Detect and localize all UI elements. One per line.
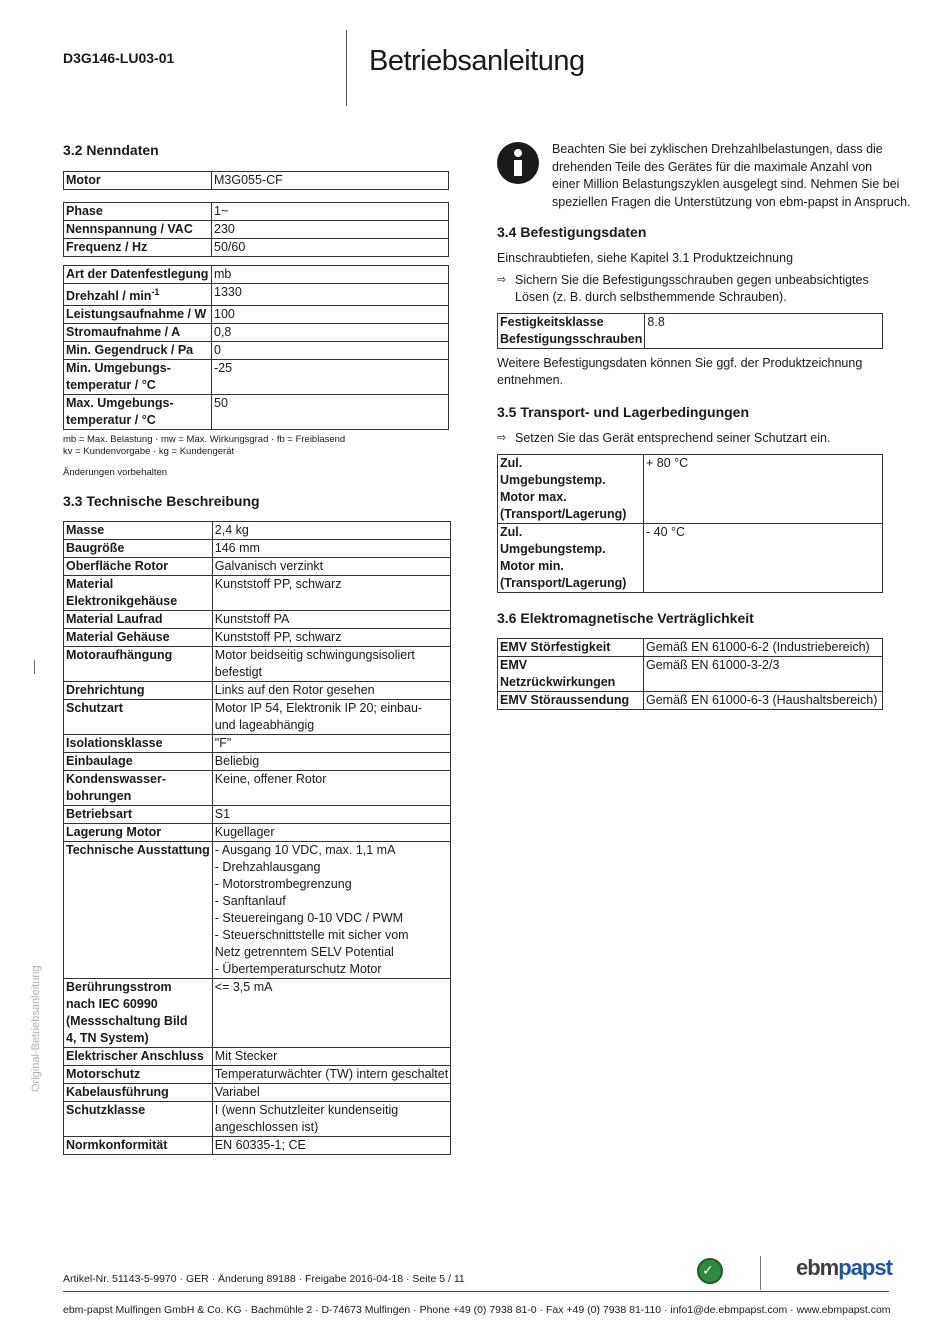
table-key-line: Umgebungstemp. xyxy=(500,473,606,487)
note-line: entnehmen. xyxy=(497,373,564,387)
table-value-line: <= 3,5 mA xyxy=(214,980,273,994)
table-value-line: 146 mm xyxy=(214,541,260,555)
arrow-bullet-icon: ⇨ xyxy=(497,432,507,444)
table-value: 50 xyxy=(212,395,449,430)
table-row xyxy=(64,576,451,611)
table-value-line: I (wenn Schutzleiter kundenseitig xyxy=(214,1103,399,1117)
table-value: M3G055-CF xyxy=(212,172,449,190)
info-line: einer Million Belastungszyklen ausgelegt sind. Nehmen Sie bei xyxy=(552,177,900,191)
table-row xyxy=(498,692,883,710)
table-key xyxy=(64,629,213,647)
befestigung-intro: Einschraubtiefen, siehe Kapitel 3.1 Produktzeichnung xyxy=(497,251,794,265)
table-value xyxy=(644,657,883,692)
table-value-line: Gemäß EN 61000-6-2 (Industriebereich) xyxy=(646,640,870,654)
legend-line: kv = Kundenvorgabe · kg = Kundengerät xyxy=(63,446,235,457)
table-key-line: EMV Störfestigkeit xyxy=(500,640,611,654)
table-value-line: angeschlossen ist) xyxy=(214,1120,319,1134)
info-line: Beachten Sie bei zyklischen Drehzahlbelastungen, dass die xyxy=(552,142,883,156)
table-value xyxy=(212,806,450,824)
ebmpapst-logo xyxy=(796,1255,892,1281)
table-key: Nennspannung / VAC xyxy=(64,221,212,239)
table-row xyxy=(64,239,449,257)
note-line: Weitere Befestigungsdaten können Sie ggf. der Produktzeichnung xyxy=(497,356,863,370)
section-heading-befestigung: 3.4 Befestigungsdaten xyxy=(497,224,647,240)
logo-divider xyxy=(760,1256,761,1290)
table-key-line: Motor max. xyxy=(500,490,567,504)
table-value: 0,8 xyxy=(212,324,449,342)
table-value-line: Beliebig xyxy=(214,754,260,768)
table-value: 230 xyxy=(212,221,449,239)
table-value: 0 xyxy=(212,342,449,360)
table-value-line: Kunststoff PP, schwarz xyxy=(214,630,342,644)
footer-divider xyxy=(63,1291,889,1292)
info-line: drehenden Teile des Gerätes für die maximale Anzahl von xyxy=(552,159,873,174)
table-value-line: Kugellager xyxy=(214,825,275,839)
table-row xyxy=(64,1137,451,1155)
table-value xyxy=(212,540,450,558)
emv-table xyxy=(497,638,883,710)
table-key: Phase xyxy=(64,203,212,221)
table-value-line: Motor IP 54, Elektronik IP 20; einbau- xyxy=(214,701,423,715)
table-row xyxy=(64,1102,451,1137)
table-key: Leistungsaufnahme / W xyxy=(64,306,212,324)
document-title: Betriebsanleitung xyxy=(369,45,585,77)
side-label: Original-Betriebsanleitung xyxy=(30,965,42,1092)
table-key-line: Lagerung Motor xyxy=(66,825,162,839)
key-line: temperatur / °C xyxy=(66,413,156,428)
table-value xyxy=(212,824,450,842)
table-row xyxy=(64,558,451,576)
table-value xyxy=(212,1102,450,1137)
document-model-number: D3G146-LU03-01 xyxy=(63,50,175,66)
table-key xyxy=(498,524,644,593)
table-row xyxy=(64,203,449,221)
table-key xyxy=(64,735,213,753)
table-row xyxy=(64,735,451,753)
table-key-line: Berührungsstrom xyxy=(66,980,172,994)
table-value-line: Kunststoff PA xyxy=(214,612,290,626)
key-line: Max. Umgebungs- xyxy=(66,396,174,411)
table-row xyxy=(64,979,451,1048)
table-value-line: - Drehzahlausgang xyxy=(214,860,321,874)
table-key-line: Schutzklasse xyxy=(66,1103,146,1117)
table-key: Frequenz / Hz xyxy=(64,239,212,257)
befestigung-instruction xyxy=(497,272,869,306)
table-key-line: Netzrückwirkungen xyxy=(500,675,616,689)
table-row xyxy=(64,1048,451,1066)
table-value xyxy=(212,979,450,1048)
table-key-line: Material Gehäuse xyxy=(66,630,170,644)
table-key xyxy=(498,455,644,524)
table-key-line: Schutzart xyxy=(66,701,123,715)
table-key xyxy=(64,522,213,540)
table-value: 1330 xyxy=(212,284,449,306)
table-value-line: EN 60335-1; CE xyxy=(214,1138,306,1152)
table-value xyxy=(212,647,450,682)
table-value: 50/60 xyxy=(212,239,449,257)
table-key: Stromaufnahme / A xyxy=(64,324,212,342)
table-value-line: 2,4 kg xyxy=(214,523,249,537)
technical-description-table xyxy=(63,521,451,1155)
table-key xyxy=(64,284,212,306)
table-key-line: nach IEC 60990 xyxy=(66,997,158,1011)
table-key xyxy=(498,657,644,692)
table-value-line: - Motorstrombegrenzung xyxy=(214,877,352,891)
key-line: Min. Umgebungs- xyxy=(66,361,171,376)
table-row xyxy=(64,306,449,324)
table-key xyxy=(64,647,213,682)
table-key-line: Betriebsart xyxy=(66,807,132,821)
table-value: -25 xyxy=(212,360,449,395)
table-key xyxy=(64,806,213,824)
table-row xyxy=(64,342,449,360)
table-row xyxy=(64,771,451,806)
table-key: Art der Datenfestlegung xyxy=(64,266,212,284)
table-key-line: Motoraufhängung xyxy=(66,648,173,662)
table-key-line: Baugröße xyxy=(66,541,125,555)
table-key xyxy=(64,700,213,735)
table-value xyxy=(645,314,883,349)
table-key-line: Masse xyxy=(66,523,105,537)
footer-company-info: ebm-papst Mulfingen GmbH & Co. KG · Bachmühle 2 · D-74673 Mulfingen · Phone +49 (0) 7938 81-0 · Fax +49 (0) 7938 81-110 · info1@de.ebmpapst.com · www.ebmpapst.com xyxy=(63,1304,891,1316)
table-value-line: Kunststoff PP, schwarz xyxy=(214,577,342,591)
table-key-line: (Transport/Lagerung) xyxy=(500,507,627,521)
info-note xyxy=(552,141,911,211)
table-row xyxy=(64,324,449,342)
table-value xyxy=(212,611,450,629)
table-key xyxy=(64,1084,213,1102)
table-key-line: Elektronikgehäuse xyxy=(66,594,178,608)
table-value-line: + 80 °C xyxy=(646,456,689,470)
table-row xyxy=(64,360,449,395)
instruction-text: Setzen Sie das Gerät entsprechend seiner Schutzart ein. xyxy=(515,431,831,445)
table-row xyxy=(64,540,451,558)
table-value-line: Variabel xyxy=(214,1085,260,1099)
nenndaten-electrical-table xyxy=(63,202,449,257)
table-value-line: - Sanftanlauf xyxy=(214,894,286,908)
nenndaten-operating-table xyxy=(63,265,449,430)
table-value xyxy=(212,522,450,540)
table-value xyxy=(644,692,883,710)
table-value xyxy=(212,629,450,647)
table-row xyxy=(64,824,451,842)
table-key-line: Technische Ausstattung xyxy=(66,843,210,857)
info-line: speziellen Fragen die Unterstützung von ebm-papst in Anspruch. xyxy=(552,194,911,209)
table-key xyxy=(64,842,213,979)
table-value xyxy=(212,700,450,735)
table-row xyxy=(64,700,451,735)
table-key: Motor xyxy=(64,172,212,190)
table-value-line: Motor beidseitig schwingungsisoliert xyxy=(214,648,415,662)
table-row xyxy=(498,639,883,657)
table-value-line: - Steuereingang 0-10 VDC / PWM xyxy=(214,911,404,925)
befestigung-table xyxy=(497,313,883,349)
table-key-line: Festigkeitsklasse xyxy=(500,315,604,329)
table-value xyxy=(212,1066,450,1084)
table-value-line: befestigt xyxy=(214,665,263,679)
table-key-line: Motorschutz xyxy=(66,1067,141,1081)
info-icon xyxy=(497,142,539,184)
info-icon-bar xyxy=(514,160,522,176)
table-key-line: Zul. xyxy=(500,456,523,470)
table-row xyxy=(64,806,451,824)
table-row xyxy=(64,395,449,430)
table-key-line: (Transport/Lagerung) xyxy=(500,576,627,590)
table-key-line: (Messschaltung Bild xyxy=(66,1014,188,1028)
legend-line: mb = Max. Belastung · mw = Max. Wirkungsgrad · fb = Freiblasend xyxy=(63,434,346,445)
table-key-line: Kabelausführung xyxy=(66,1085,169,1099)
section-heading-emv: 3.6 Elektromagnetische Verträglichkeit xyxy=(497,610,754,626)
section-heading-nenndaten: 3.2 Nenndaten xyxy=(63,142,159,158)
table-value-line: Netz getrenntem SELV Potential xyxy=(214,945,394,959)
table-row xyxy=(64,221,449,239)
arrow-bullet-icon: ⇨ xyxy=(497,274,507,286)
befestigung-note xyxy=(497,355,862,389)
table-value xyxy=(212,576,450,611)
table-row xyxy=(498,314,883,349)
logo-part-ebm: ebm xyxy=(796,1255,839,1280)
table-key-line: Oberfläche Rotor xyxy=(66,559,169,573)
section-heading-technik: 3.3 Technische Beschreibung xyxy=(63,493,260,509)
instruction-line: Sichern Sie die Befestigungsschrauben gegen unbeabsichtigtes xyxy=(515,273,869,287)
table-row xyxy=(64,611,451,629)
table-value-line: - Steuerschnittstelle mit sicher vom xyxy=(214,928,409,942)
table-key xyxy=(64,611,213,629)
table-key-line: Befestigungsschrauben xyxy=(500,332,643,346)
header-divider xyxy=(346,30,347,106)
transport-instruction xyxy=(497,430,830,447)
table-key-line: EMV Störaussendung xyxy=(500,693,630,707)
table-value-line: 8.8 xyxy=(647,315,665,329)
table-value xyxy=(212,1084,450,1102)
table-key xyxy=(64,360,212,395)
table-key-line: 4, TN System) xyxy=(66,1031,149,1045)
table-value xyxy=(212,558,450,576)
nenndaten-motor-table xyxy=(63,171,449,190)
table-value-line: "F" xyxy=(214,736,232,750)
leaf-glyph: ✓ xyxy=(702,1262,714,1278)
table-key xyxy=(498,639,644,657)
table-row xyxy=(64,682,451,700)
table-value-line: Keine, offener Rotor xyxy=(214,772,327,786)
table-key xyxy=(64,1048,213,1066)
table-key xyxy=(64,576,213,611)
key-superscript: -1 xyxy=(151,287,160,297)
table-value-line: und lageabhängig xyxy=(214,718,315,732)
table-row xyxy=(64,1084,451,1102)
table-row xyxy=(498,657,883,692)
table-key xyxy=(64,395,212,430)
table-value xyxy=(644,524,883,593)
table-value xyxy=(644,639,883,657)
table-value xyxy=(212,682,450,700)
table-row xyxy=(64,266,449,284)
section-heading-transport: 3.5 Transport- und Lagerbedingungen xyxy=(497,404,750,420)
table-row xyxy=(64,842,451,979)
table-row xyxy=(64,172,449,190)
table-value xyxy=(644,455,883,524)
logo-part-papst: papst xyxy=(838,1255,892,1280)
table-key xyxy=(64,1102,213,1137)
table-row xyxy=(64,522,451,540)
table-key-line: Normkonformität xyxy=(66,1138,168,1152)
table-key-line: Umgebungstemp. xyxy=(500,542,606,556)
table-key xyxy=(64,979,213,1048)
table-value-line: - Übertemperaturschutz Motor xyxy=(214,962,382,976)
key-line: temperatur / °C xyxy=(66,378,156,393)
table-key-line: EMV xyxy=(500,658,528,672)
table-key xyxy=(64,1066,213,1084)
table-key xyxy=(64,558,213,576)
table-row xyxy=(498,524,883,593)
table-key xyxy=(64,1137,213,1155)
table-key-line: Isolationsklasse xyxy=(66,736,163,750)
table-key-line: Material Laufrad xyxy=(66,612,163,626)
table-value xyxy=(212,771,450,806)
transport-table xyxy=(497,454,883,593)
table-value xyxy=(212,735,450,753)
table-key xyxy=(498,692,644,710)
table-key xyxy=(64,753,213,771)
table-key-line: Motor min. xyxy=(500,559,564,573)
table-key-line: Material xyxy=(66,577,114,591)
table-key xyxy=(498,314,645,349)
table-key-line: Zul. xyxy=(500,525,523,539)
table-key-line: Drehrichtung xyxy=(66,683,145,697)
table-value-line: Mit Stecker xyxy=(214,1049,278,1063)
table-value: 100 xyxy=(212,306,449,324)
table-row xyxy=(64,647,451,682)
table-key-line: Einbaulage xyxy=(66,754,133,768)
table-key-line: Elektrischer Anschluss xyxy=(66,1049,204,1063)
instruction-line: Lösen (z. B. durch selbsthemmende Schrauben). xyxy=(515,290,787,304)
key-text: Drehzahl / min xyxy=(66,289,152,304)
table-row xyxy=(64,753,451,771)
table-value xyxy=(212,1048,450,1066)
table-key xyxy=(64,540,213,558)
changes-note: Änderungen vorbehalten xyxy=(63,467,168,478)
table-value-line: - Ausgang 10 VDC, max. 1,1 mA xyxy=(214,843,396,857)
table-value: mb xyxy=(212,266,449,284)
table-value-line: - 40 °C xyxy=(646,525,686,539)
table-key-line: bohrungen xyxy=(66,789,132,803)
footer-article-info: Artikel-Nr. 51143-5-9970 · GER · Änderung 89188 · Freigabe 2016-04-18 · Seite 5 / 11 xyxy=(63,1273,465,1285)
table-value: 1~ xyxy=(212,203,449,221)
table-value xyxy=(212,842,450,979)
margin-mark xyxy=(34,660,35,674)
table-key xyxy=(64,682,213,700)
table-row xyxy=(64,629,451,647)
info-icon-dot xyxy=(514,149,522,157)
greentech-icon xyxy=(697,1258,723,1284)
table-value xyxy=(212,753,450,771)
table-row xyxy=(64,1066,451,1084)
table-key xyxy=(64,771,213,806)
table-value-line: Gemäß EN 61000-6-3 (Haushaltsbereich) xyxy=(646,693,878,707)
table-value-line: S1 xyxy=(214,807,231,821)
table-value xyxy=(212,1137,450,1155)
table-row xyxy=(498,455,883,524)
table-value-line: Temperaturwächter (TW) intern geschaltet xyxy=(214,1067,449,1081)
table-value-line: Gemäß EN 61000-3-2/3 xyxy=(646,658,780,672)
table-value-line: Galvanisch verzinkt xyxy=(214,559,324,573)
table-key-line: Kondenswasser- xyxy=(66,772,167,786)
table-key xyxy=(64,824,213,842)
table-key: Min. Gegendruck / Pa xyxy=(64,342,212,360)
table-value-line: Links auf den Rotor gesehen xyxy=(214,683,375,697)
table-row xyxy=(64,284,449,306)
